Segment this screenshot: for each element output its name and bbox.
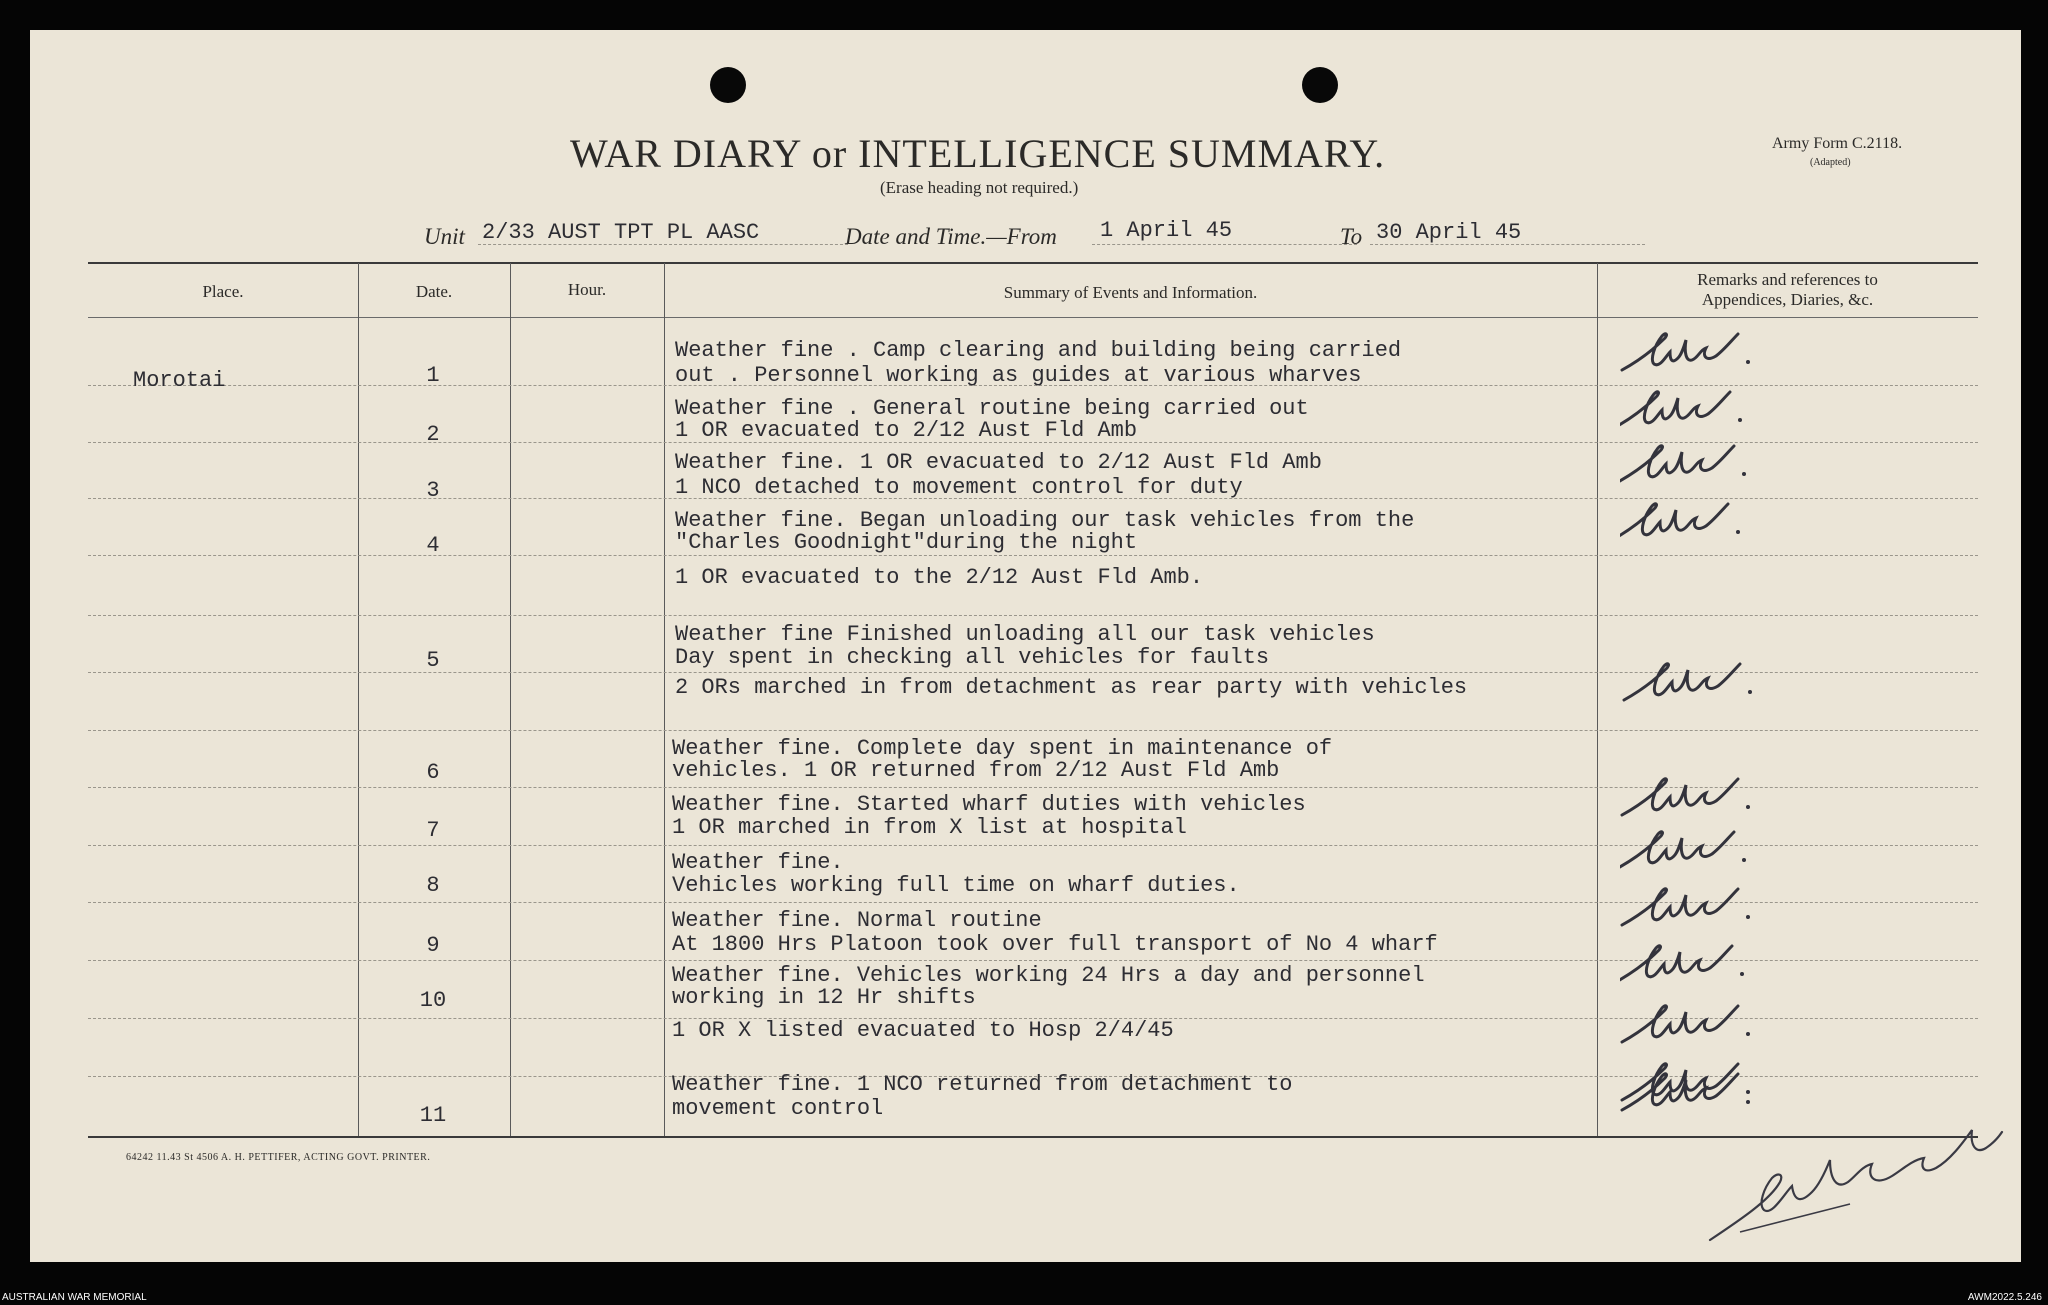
entry-line: 1 OR evacuated to the 2/12 Aust Fld Amb.: [675, 565, 1204, 590]
date-cell: 4: [426, 533, 440, 558]
date-cell: 9: [426, 933, 440, 958]
entry-line: Weather fine. 1 NCO returned from detachment to: [672, 1072, 1293, 1097]
date-cell: 5: [426, 648, 440, 673]
entry-line: Weather fine. Complete day spent in maintenance of: [672, 736, 1333, 761]
entry-line: Weather fine . General routine being carried out: [675, 396, 1309, 421]
printer-imprint: 64242 11.43 St 4506 A. H. PETTIFER, ACTING GOVT. PRINTER.: [126, 1152, 431, 1163]
unit-value: 2/33 AUST TPT PL AASC: [482, 220, 760, 245]
unit-label: Unit: [424, 224, 465, 249]
diary-page: [30, 30, 2021, 1262]
col-header-date: Date.: [415, 282, 453, 301]
date-cell: 7: [426, 818, 440, 843]
entry-line: Vehicles working full time on wharf duties.: [672, 873, 1240, 898]
entry-line: Weather fine. Started wharf duties with vehicles: [672, 792, 1306, 817]
from-date: 1 April 45: [1100, 218, 1233, 243]
entry-line: movement control: [672, 1096, 884, 1121]
entry-line: 1 OR X listed evacuated to Hosp 2/4/45: [672, 1018, 1174, 1043]
entry-line: vehicles. 1 OR returned from 2/12 Aust Fld Amb: [672, 758, 1280, 783]
col-header-place: Place.: [202, 282, 244, 301]
entry-line: Weather fine. Normal routine: [672, 908, 1042, 933]
form-title: WAR DIARY or INTELLIGENCE SUMMARY.: [570, 131, 1386, 176]
entry-line: Weather fine.: [672, 850, 844, 875]
initials-signatures: [1620, 330, 1770, 1130]
to-date: 30 April 45: [1376, 220, 1522, 245]
entry-line: Weather fine Finished unloading all our task vehicles: [675, 622, 1375, 647]
entry-line: out . Personnel working as guides at various wharves: [675, 363, 1362, 388]
entry-line: 1 OR evacuated to 2/12 Aust Fld Amb: [675, 418, 1138, 443]
entry-line: 2 ORs marched in from detachment as rear party with vehicles: [675, 675, 1468, 700]
date-cell: 11: [419, 1103, 447, 1128]
table-top-rule: [88, 262, 1978, 264]
punch-hole-right: [1302, 67, 1338, 103]
col-header-summary: Summary of Events and Information.: [1003, 283, 1258, 302]
entry-line: 1 NCO detached to movement control for duty: [675, 475, 1243, 500]
date-cell: 3: [426, 478, 440, 503]
entry-line: At 1800 Hrs Platoon took over full transport of No 4 wharf: [672, 932, 1438, 957]
col-header-remarks-2: Appendices, Diaries, &c.: [1701, 290, 1874, 309]
date-cell: 2: [426, 422, 440, 447]
place-cell: Morotai: [133, 368, 226, 393]
form-subtitle: (Erase heading not required.): [880, 178, 1079, 197]
army-form-note: (Adapted): [1810, 157, 1851, 168]
commanding-officer-signature: [1680, 1120, 2020, 1260]
header-bottom-rule: [88, 317, 1978, 318]
date-cell: 8: [426, 873, 440, 898]
footer-accession-number: AWM2022.5.246: [1967, 1292, 2042, 1303]
col-header-remarks-1: Remarks and references to: [1697, 270, 1878, 289]
punch-hole-left: [710, 67, 746, 103]
entry-line: Weather fine . Camp clearing and building being carried: [675, 338, 1402, 363]
col-header-hour: Hour.: [567, 280, 607, 299]
entry-line: Day spent in checking all vehicles for faults: [675, 645, 1270, 670]
date-cell: 10: [419, 988, 447, 1013]
entry-line: 1 OR marched in from X list at hospital: [672, 815, 1187, 840]
entry-line: Weather fine. Vehicles working 24 Hrs a day and personnel: [672, 963, 1425, 988]
to-label: To: [1340, 224, 1363, 249]
entry-line: Weather fine. 1 OR evacuated to 2/12 Aust Fld Amb: [675, 450, 1322, 475]
entry-line: "Charles Goodnight"during the night: [675, 530, 1138, 555]
footer-source: AUSTRALIAN WAR MEMORIAL: [2, 1292, 147, 1303]
date-cell: 1: [426, 363, 440, 388]
army-form-number: Army Form C.2118.: [1772, 135, 1903, 152]
date-time-label: Date and Time.—From: [845, 224, 1057, 249]
entry-line: working in 12 Hr shifts: [672, 985, 976, 1010]
entry-line: Weather fine. Began unloading our task vehicles from the: [675, 508, 1415, 533]
date-cell: 6: [426, 760, 440, 785]
